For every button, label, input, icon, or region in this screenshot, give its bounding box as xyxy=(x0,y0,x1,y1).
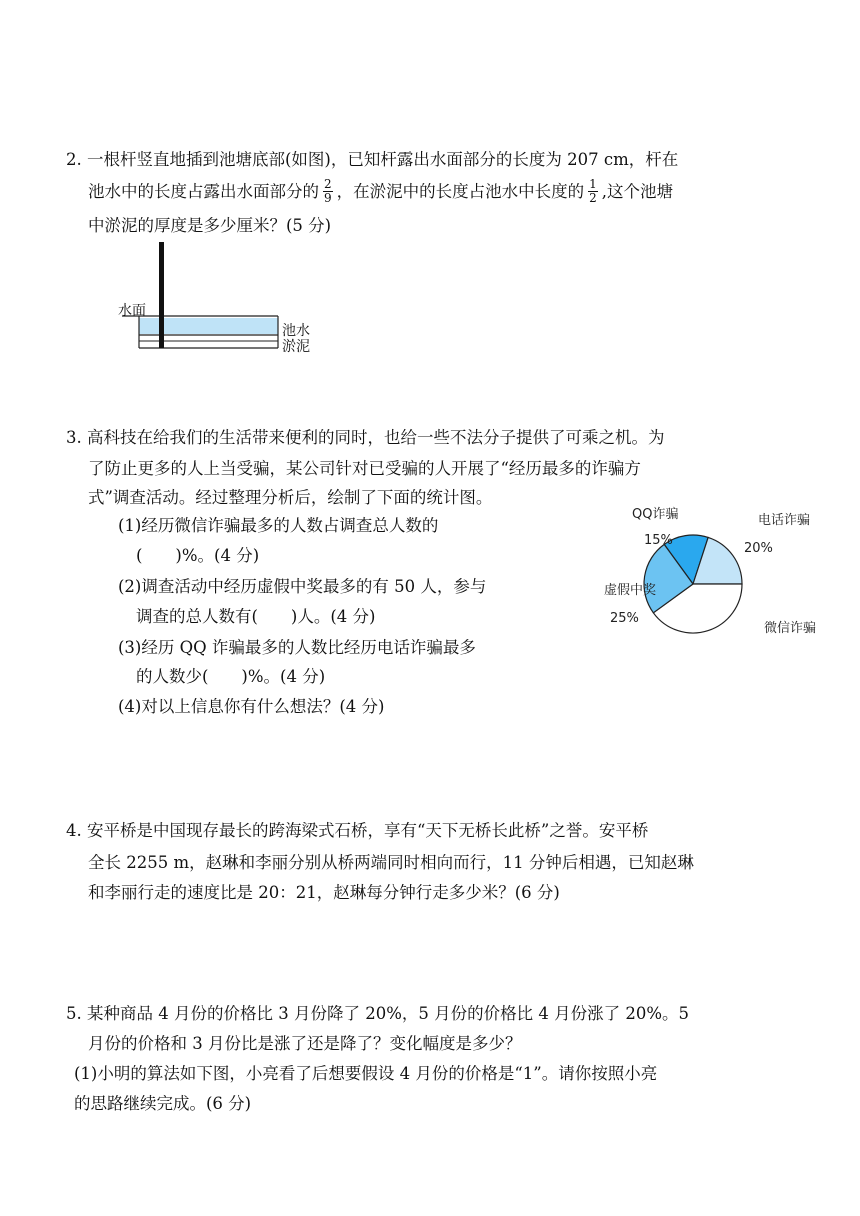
q2-line-2-c: ,这个池塘 xyxy=(601,182,674,201)
q3-sub-1-b: ( )%。(4 分) xyxy=(136,546,260,565)
q2-line-2 xyxy=(88,178,673,206)
pie-slice-value-1: 20% xyxy=(744,541,773,556)
pond-water-label: 池水 xyxy=(282,323,310,339)
q5-line-1: 5. 某种商品 4 月份的价格比 3 月份降了 20%，5 月份的价格比 4 月份涨了 20%。5 xyxy=(66,1004,690,1023)
q5-line-4: 的思路继续完成。(6 分) xyxy=(74,1094,252,1113)
pond-figure xyxy=(112,238,332,358)
q4-line-2: 全长 2255 m，赵琳和李丽分别从桥两端同时相向而行，11 分钟后相遇，已知赵琳 xyxy=(88,853,694,872)
fraction-one-half: $\frac{1}{2}$ xyxy=(589,177,597,205)
q4-line-3: 和李丽行走的速度比是 20：21，赵琳每分钟行走多少米？(6 分) xyxy=(88,883,560,902)
pie-slice-label-3: 虚假中奖 xyxy=(604,583,657,598)
pie-chart-svg xyxy=(560,500,820,660)
pie-slice-label-1: 电话诈骗 xyxy=(758,513,811,528)
q4-line-1: 4. 安平桥是中国现存最长的跨海梁式石桥，享有“天下无桥长此桥”之誉。安平桥 xyxy=(66,821,649,840)
q5-line-2: 月份的价格和 3 月份比是涨了还是降了？变化幅度是多少？ xyxy=(88,1034,522,1053)
q3-sub-4: (4)对以上信息你有什么想法？(4 分) xyxy=(118,697,385,716)
q5-line-3: (1)小明的算法如下图，小亮看了后想要假设 4 月份的价格是“1”。请你按照小亮 xyxy=(74,1064,658,1083)
q3-sub-2-b: 调查的总人数有( )人。(4 分) xyxy=(136,607,376,626)
pie-slice-value-0: 15% xyxy=(644,533,673,548)
silt-label: 淤泥 xyxy=(282,339,310,355)
q2-line-2-b: ，在淤泥中的长度占池水中长度的 xyxy=(336,182,585,201)
pie-slice-label-2: 微信诈骗 xyxy=(764,621,817,636)
pie-slice-value-3: 25% xyxy=(610,611,639,626)
pole xyxy=(159,242,164,348)
q3-sub-2-a: (2)调查活动中经历虚假中奖最多的有 50 人，参与 xyxy=(118,577,487,596)
pie-slice-label-0: QQ诈骗 xyxy=(632,507,679,522)
pie-chart xyxy=(560,500,820,660)
q3-sub-3-a: (3)经历 QQ 诈骗最多的人数比经历电话诈骗最多 xyxy=(118,638,476,657)
q2-line-2-a: 池水中的长度占露出水面部分的 xyxy=(88,182,319,201)
fraction-two-ninths: $\frac{2}{9}$ xyxy=(324,177,332,205)
q3-line-2: 了防止更多的人上当受骗，某公司针对已受骗的人开展了“经历最多的诈骗方 xyxy=(88,459,641,478)
water-surface-label: 水面 xyxy=(118,303,146,319)
q3-line-3: 式”调查活动。经过整理分析后，绘制了下面的统计图。 xyxy=(88,488,493,507)
q3-line-1: 3. 高科技在给我们的生活带来便利的同时，也给一些不法分子提供了可乘之机。为 xyxy=(66,428,665,447)
q2-line-1: 2. 一根杆竖直地插到池塘底部(如图)，已知杆露出水面部分的长度为 207 cm，杆在 xyxy=(66,150,679,169)
q3-sub-1-a: (1)经历微信诈骗最多的人数占调查总人数的 xyxy=(118,516,439,535)
q2-line-3: 中淤泥的厚度是多少厘米？(5 分) xyxy=(88,216,332,235)
q3-sub-3-b: 的人数少( )%。(4 分) xyxy=(136,667,326,686)
